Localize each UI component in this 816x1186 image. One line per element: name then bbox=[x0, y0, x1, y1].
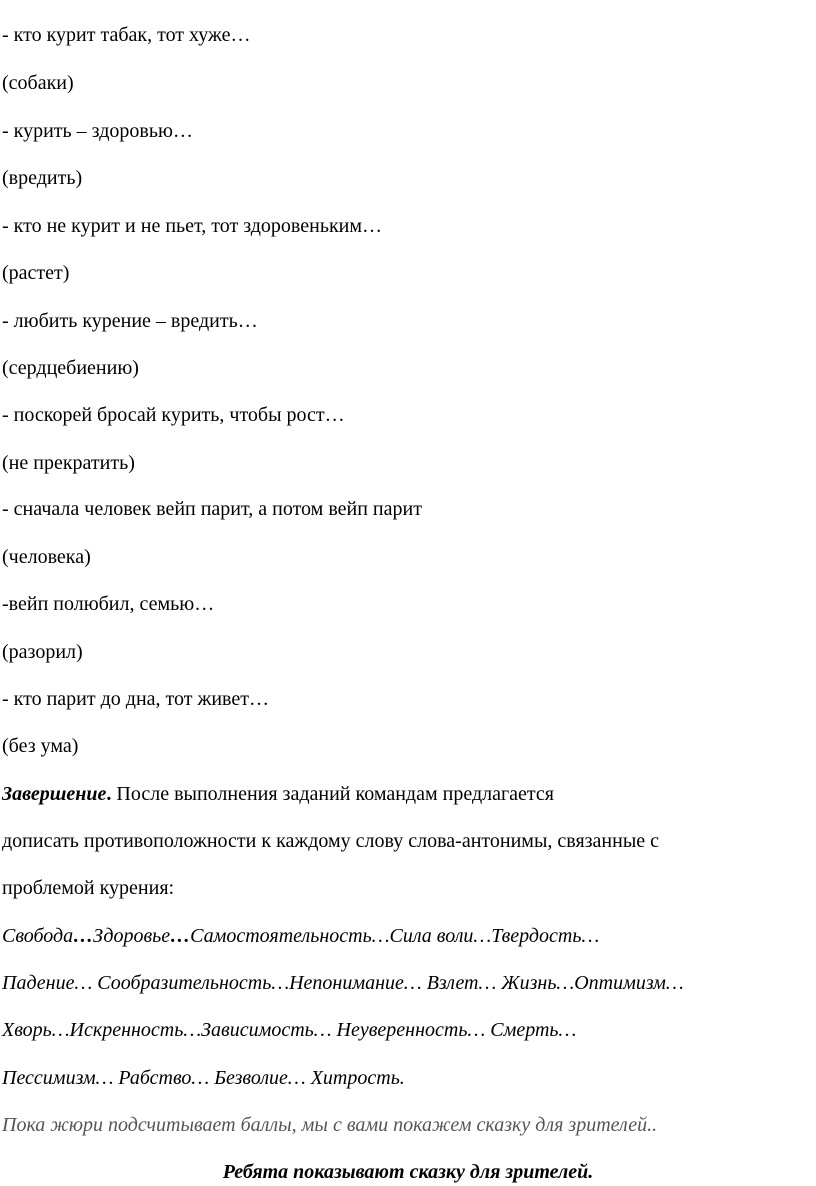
word-freedom: Свобода bbox=[2, 925, 74, 947]
conclusion-line-3: проблемой курения: bbox=[2, 877, 175, 899]
words-line-2: Падение… Сообразительность…Непонимание… Взлет… Жизнь…Оптимизм… bbox=[2, 972, 684, 994]
proverb-answer-2: (вредить) bbox=[2, 167, 83, 189]
conclusion-text-1: После выполнения заданий командам предлагается bbox=[111, 783, 554, 805]
proverb-answer-1: (собаки) bbox=[2, 72, 74, 94]
proverb-line-6: - сначала человек вейп парит, а потом вейп парит bbox=[2, 498, 422, 520]
proverb-answer-5: (не прекратить) bbox=[2, 452, 135, 474]
proverb-line-5: - поскорей бросай курить, чтобы рост… bbox=[2, 404, 345, 426]
words-line-1 bbox=[2, 924, 599, 948]
proverb-line-8: - кто парит до дна, тот живет… bbox=[2, 688, 269, 710]
word-separator-1: … bbox=[73, 925, 94, 947]
proverb-answer-8: (без ума) bbox=[2, 735, 79, 757]
proverb-line-3: - кто не курит и не пьет, тот здоровеньким… bbox=[2, 215, 383, 237]
conclusion-label: Завершение bbox=[2, 783, 107, 805]
proverb-line-1: - кто курит табак, тот хуже… bbox=[2, 24, 251, 46]
final-heading: Ребята показывают сказку для зрителей. bbox=[222, 1161, 594, 1183]
proverb-line-4: - любить курение – вредить… bbox=[2, 310, 258, 332]
proverb-answer-7: (разорил) bbox=[2, 641, 83, 663]
word-health: Здоровье bbox=[93, 925, 171, 947]
proverb-answer-4: (сердцебиению) bbox=[2, 357, 139, 379]
conclusion-line-1 bbox=[2, 782, 554, 806]
proverb-line-2: - курить – здоровью… bbox=[2, 120, 193, 142]
word-separator-2: … bbox=[170, 925, 191, 947]
words-line-4: Пессимизм… Рабство… Безволие… Хитрость. bbox=[2, 1067, 405, 1089]
proverb-line-7: -вейп полюбил, семью… bbox=[2, 593, 215, 615]
words-line-1-rest: Самостоятельность…Сила воли…Твердость… bbox=[190, 925, 600, 947]
conclusion-line-2: дописать противоположности к каждому слову слова-антонимы, связанные с bbox=[2, 830, 660, 852]
proverb-answer-3: (растет) bbox=[2, 262, 70, 284]
jury-note: Пока жюри подсчитывает баллы, мы с вами покажем сказку для зрителей.. bbox=[2, 1114, 658, 1136]
conclusion-label-dot: . bbox=[106, 783, 112, 805]
words-line-3: Хворь…Искренность…Зависимость… Неуверенность… Смерть… bbox=[2, 1019, 577, 1041]
proverb-answer-6: (человека) bbox=[2, 546, 91, 568]
